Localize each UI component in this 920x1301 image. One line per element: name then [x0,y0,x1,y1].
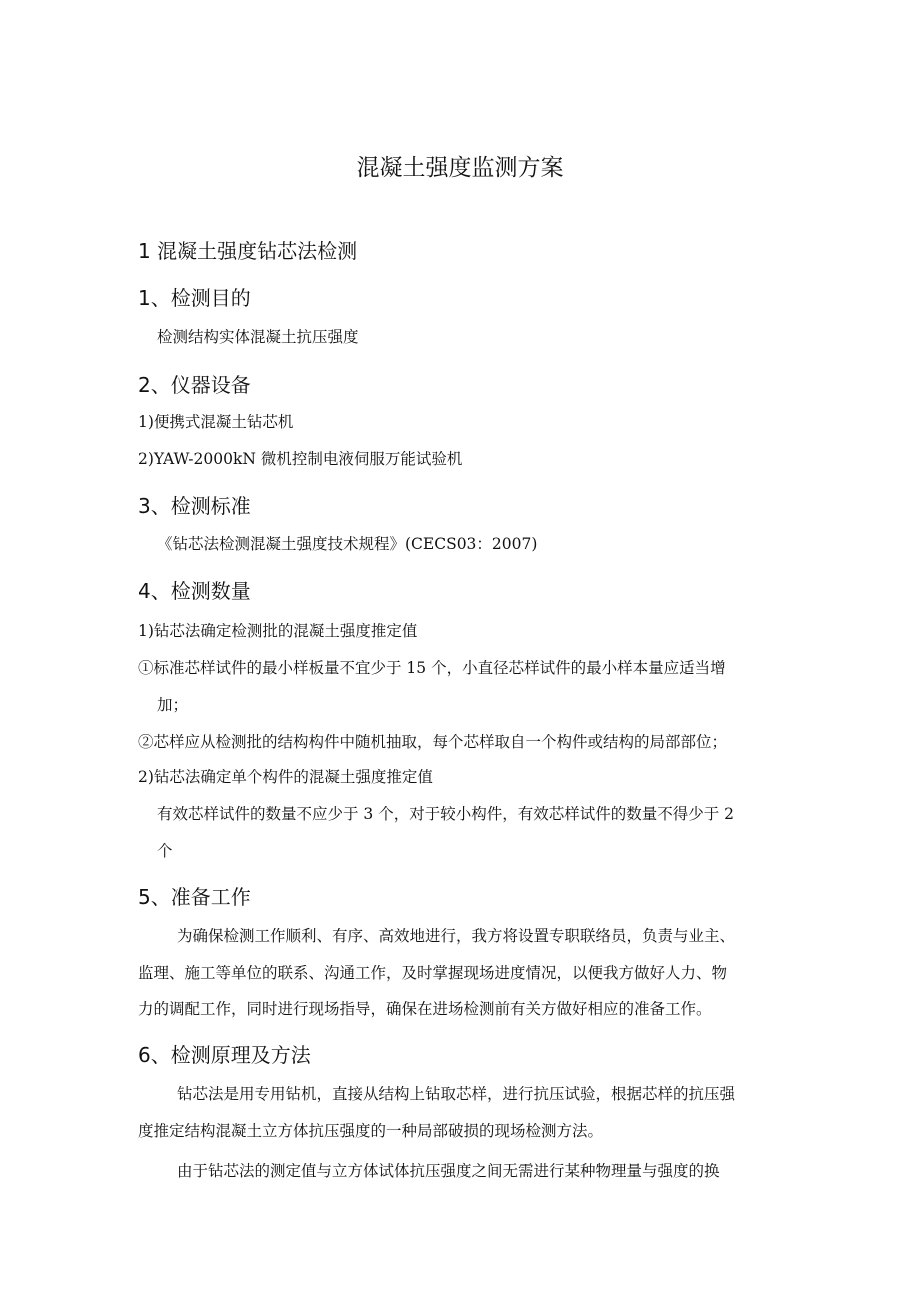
section-5-heading: 5、准备工作 [138,885,251,909]
section-2-heading: 2、仪器设备 [138,373,251,397]
quantity-sub-1-line-2: 加； [157,696,189,714]
section-3-text: 《钻芯法检测混凝土强度技术规程》(CECS03：2007) [157,535,538,553]
preparation-line-1: 为确保检测工作顺利、有序、高效地进行，我方将设置专职联络员，负责与业主、 [177,927,736,945]
principle-p1-line-2: 度推定结构混凝土立方体抗压强度的一种局部破损的现场检测方法。 [138,1122,604,1140]
document-title: 混凝土强度监测方案 [356,155,564,181]
quantity-sub-1-line-1: ①标准芯样试件的最小样板量不宜少于 15 个，小直径芯样试件的最小样本量应适当增 [138,659,726,677]
quantity-item-1: 1)钻芯法确定检测批的混凝土强度推定值 [138,622,418,640]
quantity-item-2-line-2: 个 [157,842,173,860]
principle-p1-line-1: 钻芯法是用专用钻机，直接从结构上钻取芯样，进行抗压试验，根据芯样的抗压强 [177,1085,736,1103]
section-1-heading: 1、检测目的 [138,286,251,310]
section-1-text: 检测结构实体混凝土抗压强度 [157,328,359,346]
principle-p2-line-1: 由于钻芯法的测定值与立方体试体抗压强度之间无需进行某种物理量与强度的换 [177,1162,720,1180]
equipment-item-2: 2)YAW-2000kN 微机控制电液伺服万能试验机 [138,450,463,468]
quantity-item-2: 2)钻芯法确定单个构件的混凝土强度推定值 [138,768,433,786]
preparation-line-2: 监理、施工等单位的联系、沟通工作，及时掌握现场进度情况，以便我方做好人力、物 [138,964,728,982]
quantity-sub-2: ②芯样应从检测批的结构构件中随机抽取，每个芯样取自一个构件或结构的局部部位； [138,733,728,751]
preparation-line-3: 力的调配工作，同时进行现场指导，确保在进场检测前有关方做好相应的准备工作。 [138,1000,712,1018]
equipment-item-1: 1)便携式混凝土钻芯机 [138,413,294,431]
section-4-heading: 4、检测数量 [138,579,251,603]
chapter-heading: 1 混凝土强度钻芯法检测 [138,239,358,263]
quantity-item-2-line-1: 有效芯样试件的数量不应少于 3 个，对于较小构件，有效芯样试件的数量不得少于 2 [157,805,735,823]
section-3-heading: 3、检测标准 [138,494,251,518]
section-6-heading: 6、检测原理及方法 [138,1043,311,1067]
